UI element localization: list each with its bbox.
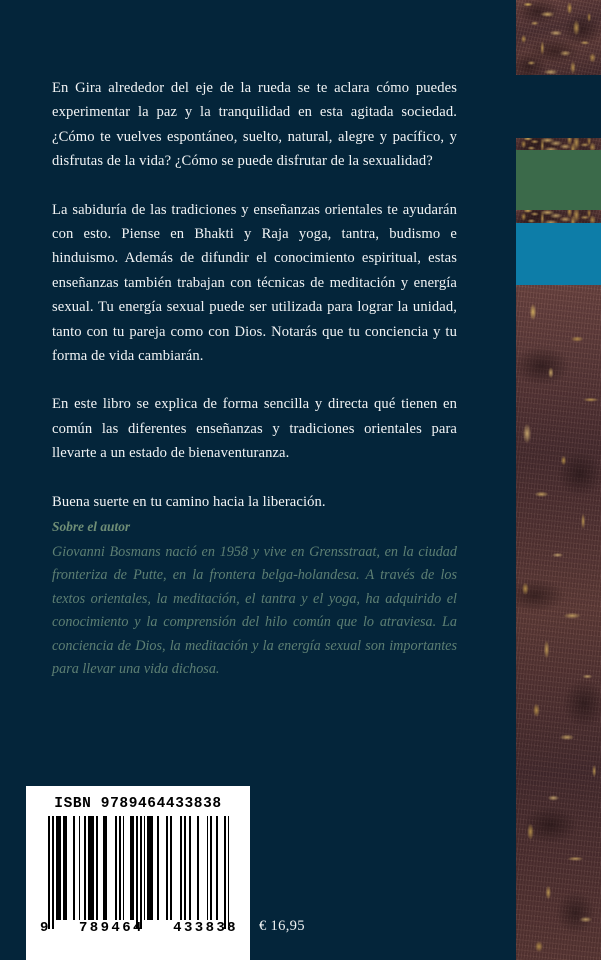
strip-block-texture-top	[516, 0, 601, 75]
author-section-heading: Sobre el autor	[52, 519, 131, 534]
barcode-bar	[228, 816, 230, 929]
price-label: € 16,95	[259, 918, 305, 934]
blurb-paragraph-1: En Gira alrededor del eje de la rueda se te aclara cómo puedes experimentar la paz y la tranquilidad en esta agitada sociedad. ¿Cómo te vuelves espontáneo, suelto, natural, alegre y pacífico, y disfrutas de la vida? ¿Cómo se puede disfrutar de la sexualidad?	[52, 80, 457, 170]
barcode-digit-lead: 9	[40, 920, 50, 936]
barcode-space	[199, 816, 207, 920]
blurb-text-block	[52, 76, 457, 514]
author-section	[52, 517, 457, 681]
strip-block-green-panel	[516, 150, 601, 210]
barcode-space	[172, 816, 180, 920]
strip-block-texture-rule-2	[516, 210, 601, 223]
author-biography: Giovanni Bosmans nació en 1958 y vive en Grensstraat, en la ciudad fronteriza de Putte, en la frontera belga-holandesa. A través de los textos orientales, la meditación, el tantra y el yoga, ha adquirido el conocimiento y la comprensión del hilo común que lo atraviesa. La conciencia de Dios, la meditación y la energía sexual son importantes para llevar una vida dichosa.	[52, 544, 457, 678]
barcode-digit-group-2: 433838	[173, 920, 238, 936]
barcode-digit-group-1: 789464	[78, 920, 144, 936]
blurb-paragraph-4: Buena suerte en tu camino hacia la liberación.	[52, 493, 326, 510]
barcode-bars	[48, 816, 230, 920]
blurb-paragraph-3: En este libro se explica de forma sencilla y directa qué tienen en común las diferentes enseñanzas y tradiciones orientales para llevarte a un estado de bienaventuranza.	[52, 396, 457, 462]
strip-block-blue-panel	[516, 223, 601, 285]
blurb-paragraph-2: La sabiduría de las tradiciones y enseñanzas orientales te ayudarán con esto. Piense en Bhakti y Raja yoga, tantra, budismo e hinduismo. Además de difundir el conocimiento espiritual, estas enseñanzas también trabajan con técnicas de meditación y energía sexual. Tu energía sexual puede ser utilizada para lograr la unidad, tanto con tu pareja como con Dios. Notarás que tu conciencia y tu forma de vida cambiarán.	[52, 201, 457, 365]
isbn-label: ISBN 9789464433838	[54, 796, 222, 812]
strip-block-texture-bottom	[516, 285, 601, 960]
barcode-space	[159, 816, 167, 920]
strip-block-texture-rule-1	[516, 138, 601, 150]
strip-block-navy-gap	[516, 75, 601, 138]
barcode-space	[107, 816, 115, 920]
barcode-card	[26, 786, 250, 960]
decorative-strip	[516, 0, 601, 960]
barcode-digits	[38, 920, 238, 936]
